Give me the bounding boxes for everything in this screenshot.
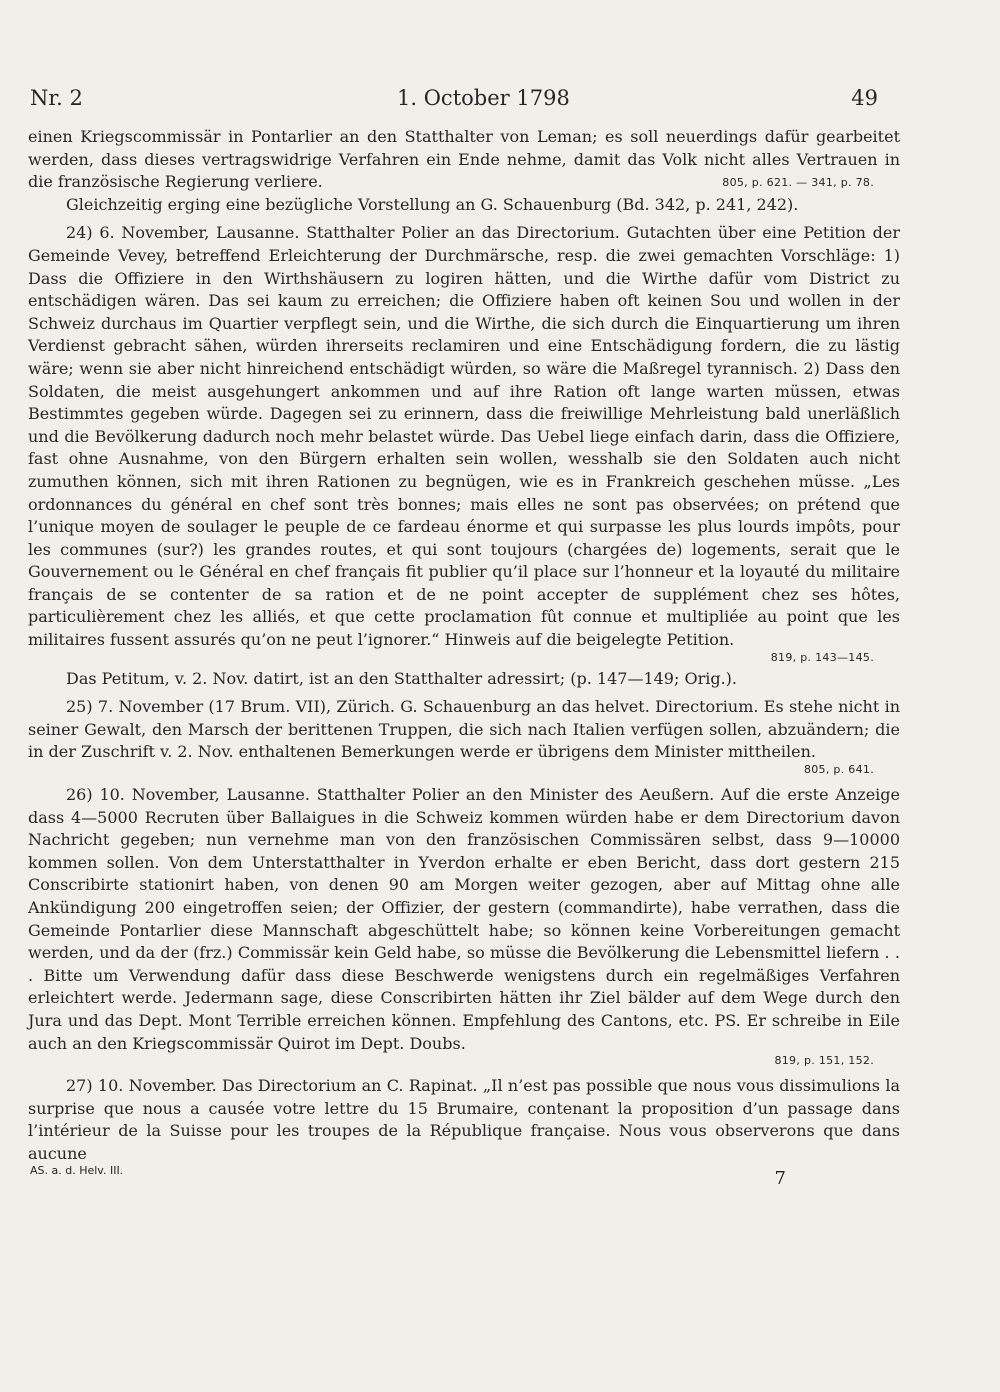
page-number: 49	[851, 86, 878, 110]
page-header	[30, 86, 878, 116]
paragraph-text: 25) 7. November (17 Brum. VII), Zürich. G. Schauenburg an das helvet. Directorium. Es stehe nicht in seiner Gewalt, den Marsch der berittenen Truppen, die sich nach Italien verfügen sollen, abzuändern; die in der Zuschrift v. 2. Nov. enthaltenen Bemerkungen werde er übrigens dem Minister mittheilen.	[28, 697, 900, 762]
paragraph-continuation	[28, 126, 900, 194]
entry-25	[28, 696, 900, 764]
archive-reference: 805, p. 621. — 341, p. 78.	[722, 176, 874, 190]
paragraph-text: 24) 6. November, Lausanne. Statthalter Polier an das Directorium. Gutachten über eine Petition der Gemeinde Vevey, betreffend Erleichterung der Durchmärsche, resp. die zwei gemachten Vorschläge: 1) Dass die Offiziere in den Wirthshäusern zu logiren hätten, und die Wirthe dafür vom District zu entschädigen wären. Das sei kaum zu erreichen; die Offiziere haben oft keinen Sou und wollen in der Schweiz durchaus im Quartier verpflegt sein, und die Wirthe, die sich durch die Einquartierung um ihren Verdienst gebracht sähen, würden ihrerseits reclamiren und eine Entschädigung fordern, die zu lästig wäre; wenn sie aber nicht hinreichend entschädigt würden, so wäre die Maßregel tyrannisch. 2) Dass den Soldaten, die meist ausgehungert ankommen und auf ihre Ration oft lange warten müssen, etwas Bestimmtes gegeben würde. Dagegen sei zu erinnern, dass die freiwillige Mehrleistung bald unerläßlich und die Bevölkerung dadurch noch mehr belastet würde. Das Uebel liege einfach darin, dass die Offiziere, fast ohne Ausnahme, von den Bürgern erhalten sein wollen, wesshalb sie den Soldaten auch nicht zumuthen können, sich mit ihren Rationen zu begnügen, wie es in Frankreich geschehen müsse. „Les ordonnances du général en chef sont très bonnes; mais elles ne sont pas observées; on prétend que l’unique moyen de soulager le peuple de ce fardeau énorme et qui surpasse les plus lourds impôts, pour les communes (sur?) les grandes routes, et qui sont toujours (chargées de) logements, serait que le Gouvernement ou le Général en chef français fit publier qu’il place sur l’honneur et la loyauté du militaire français de se contenter de sa ration et de ne point accepter de supplément chez ses hôtes, particulièrement chez les alliés, et que cette proclamation fût connue et multipliée au point que les militaires fussent assurés qu’on ne peut l’ignorer.“ Hinweis auf die beigelegte Petition.	[28, 223, 900, 650]
paragraph-text: Gleichzeitig erging eine bezügliche Vorstellung an G. Schauenburg (Bd. 342, p. 241, 242).	[66, 194, 799, 214]
document-body	[28, 126, 900, 1166]
archive-reference: 819, p. 151, 152.	[774, 1054, 874, 1068]
archive-reference: 819, p. 143—145.	[770, 650, 874, 664]
entry-24	[28, 222, 900, 651]
series-signature: AS. a. d. Helv. III.	[30, 1164, 124, 1177]
header-date: 1. October 1798	[397, 86, 570, 110]
entry-27	[28, 1075, 900, 1165]
paragraph-text: Das Petitum, v. 2. Nov. datirt, ist an den Statthalter adressirt; (p. 147—149; Orig.).	[66, 668, 737, 688]
paragraph-note	[28, 668, 900, 691]
paragraph-text: einen Kriegscommissär in Pontarlier an den Statthalter von Leman; es soll neuerdings dafür gearbeitet werden, dass dieses vertragswidrige Verfahren ein Ende nehme, damit das Volk nicht alles Vertrauen in die französische Regierung verliere.	[28, 127, 900, 192]
archive-reference: 805, p. 641.	[803, 763, 874, 777]
sheet-number: 7	[774, 1168, 786, 1189]
paragraph-text: 27) 10. November. Das Directorium an C. Rapinat. „Il n’est pas possible que nous vous dissimulions la surprise que nous a causée votre lettre du 15 Brumaire, contenant la proposition d’un passage dans l’intérieur de la Suisse pour les troupes de la République française. Nous vous observerons que dans aucune	[28, 1076, 900, 1163]
paragraph-note	[28, 194, 900, 217]
entry-26	[28, 784, 900, 1055]
issue-number: Nr. 2	[30, 86, 83, 110]
paragraph-text: 26) 10. November, Lausanne. Statthalter Polier an den Minister des Aeußern. Auf die erste Anzeige dass 4—5000 Recruten über Ballaigues in die Schweiz kommen würden habe er dem Directorium davon Nachricht gegeben; nun vernehme man von den französischen Commissären selbst, dass 9—10000 kommen sollen. Von dem Unterstatthalter in Yverdon erhalte er eben Bericht, dass dort gestern 215 Conscribirte stationirt haben, von denen 90 am Morgen weiter gezogen, aber auf Mittag ohne alle Ankündigung 200 eingetroffen seien; der Offizier, der gestern (commandirte), habe verrathen, dass die Gemeinde Pontarlier diese Mannschaft abgeschüttelt habe; so können keine Vorbereitungen gemacht werden, und da der (frz.) Commissär kein Geld habe, so müsse die Bevölkerung die Lebensmittel liefern . . . Bitte um Verwendung dafür dass diese Beschwerde wenigstens durch ein regelmäßiges Verfahren erleichtert werde. Jedermann sage, diese Conscribirten hätten ihr Ziel bälder auf dem Wege durch den Jura und das Dept. Mont Terrible erreichen können. Empfehlung des Cantons, etc. PS. Er schreibe in Eile auch an den Kriegscommissär Quirot im Dept. Doubs.	[28, 785, 900, 1053]
